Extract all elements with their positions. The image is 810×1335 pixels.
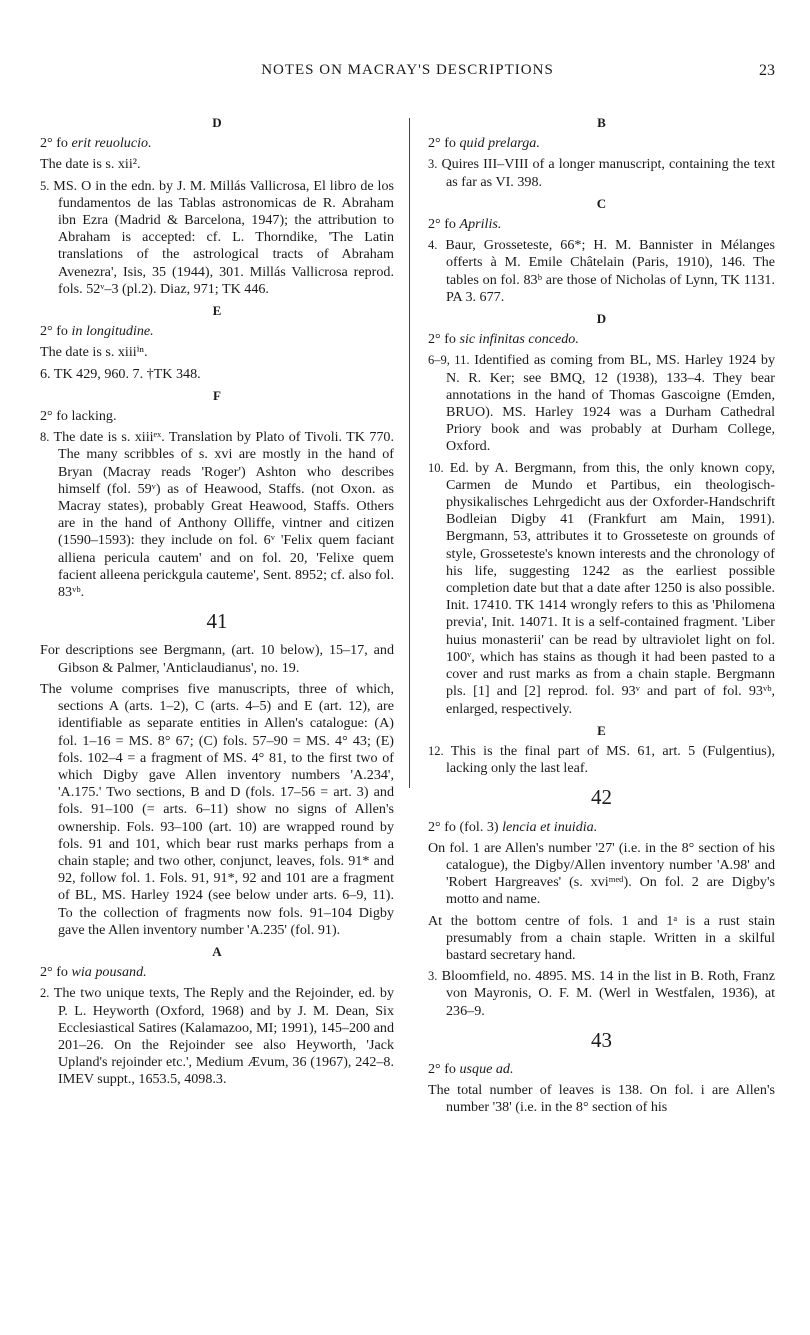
note-text: Baur, Grosseteste, 66*; H. M. Bannister in Mélanges offerts à M. Emile Châtelain (Paris, 1910), 146. The tables on fol. 83ᵇ are those of Nicholas of Lynn, TK 1131. PA 3. 677. <box>445 237 775 305</box>
note-5 <box>40 178 394 298</box>
note-10 <box>428 460 775 718</box>
second-folio-b <box>428 135 775 152</box>
second-folio-a <box>40 964 394 981</box>
fo-prefix: 2° fo (fol. 3) <box>428 818 503 835</box>
note-6-9-11 <box>428 352 775 455</box>
section-heading-d: D <box>212 115 222 130</box>
ms42-note-3 <box>428 968 775 1020</box>
date-note-e: The date is s. xiiiⁱⁿ. <box>40 344 148 361</box>
note-2 <box>40 985 394 1088</box>
note-number: 12. <box>428 743 444 758</box>
fo-prefix: 2° fo <box>428 331 460 348</box>
note-8 <box>40 429 394 601</box>
note-text: Ed. by A. Bergmann, from this, the only known copy, Carmen de Mundo et Partibus, ein theologisch-physikalisches Lehrgedicht aus der Oxforder-Handschrift Bodleian Digby 41 (Frankfurt am Main, 1991). Bergmann, 53, attributes it to Grosseteste on grounds of style, Grosseteste's known interests and the chronology of his life, suggesting 1242 as the earliest possible completion date but that a date after 1250 is also possible. Init. 17410. TK 1414 wrongly refers to this as 'Philomena previa', Init. 14071. It is a self-contained fragment. 'Liber huius monasterii' can be read by ultraviolet light on fol. 100ᵛ, which has stains as though it had been pasted to a cover and rust marks as from a chain staple. Bergmann pls. [1] and [2] reprod. fol. 93ᵛ and part of fol. 93ᵛᵇ, enlarged, respectively. <box>446 459 776 717</box>
fo-incipit: quid prelarga. <box>459 135 540 152</box>
note-text: MS. O in the edn. by J. M. Millás Vallicrosa, El libro de los fundamentos de las Tablas astronomicas de R. Abraham ibn Ezra (Madrid & Barcelona, 1947); the attribution to Abraham is accepted: cf. L. Thorndike, 'The Latin translations of the astrological tracts of Abraham Avenezra', Isis, 35 (1944), 301. Millás Vallicrosa reprod. fols. 52ᵛ–3 (pl.2). Diaz, 971; TK 446. <box>53 177 394 297</box>
note-number: 5. <box>40 178 50 193</box>
fo-incipit: wia pousand. <box>71 964 147 981</box>
fo-prefix: 2° fo <box>428 135 460 152</box>
ms41-volume-note: The volume comprises five manuscripts, three of which, sections A (arts. 1–2), C (arts. 4–5) and E (art. 12), are identifiable as separate entities in Allen's catalogue: (A) fol. 1–16 = MS. 8° 67; (C) fols. 57–90 = MS. 4° 43; (E) fols. 102–4 = a fragment of MS. 4° 81, to the first two of which Digby gave Allen inventory numbers 'A.234', 'A.175.' Two sections, B and D (fols. 17–56 = art. 3) and fols. 91–100 (= arts. 6–11) show no signs of Allen's ownership. Fols. 93–100 (art. 10) are wrapped round by fols. 91 and 101, which bear rust marks perhaps from a chain staple; and two other, conjunct, leaves, fols. 91* and 92, follow fol. 1. Fols. 91, 91*, 92 and 101 are a fragment of BL, MS. Harley 1924 (see below under arts. 6–9, 11). To the collection of fragments now fols. 91–104 Digby gave the Allen inventory number 'A.235' (fol. 91). <box>40 680 394 938</box>
section-heading-b: B <box>597 115 606 130</box>
fo-incipit: usque ad. <box>459 1060 514 1077</box>
fo-incipit: sic infinitas concedo. <box>459 331 579 348</box>
fo-prefix: 2° fo <box>428 1060 460 1077</box>
note-6-7: 6. TK 429, 960. 7. †TK 348. <box>40 365 201 382</box>
ms42-provenance: On fol. 1 are Allen's number '27' (i.e. in the 8° section of his catalogue), the Digby/Allen inventory number 'A.98' and 'Robert Hargreaves' (s. xviᵐᵉᵈ). On fol. 2 are Digby's motto and name. <box>428 839 775 908</box>
note-12 <box>428 743 775 777</box>
second-folio-f: 2° fo lacking. <box>40 408 117 425</box>
left-column <box>40 110 394 1093</box>
running-title: NOTES ON MACRAY'S DESCRIPTIONS <box>261 62 554 78</box>
ms41-descriptions: For descriptions see Bergmann, (art. 10 below), 15–17, and Gibson & Palmer, 'Anticlaudianus', no. 19. <box>40 642 394 676</box>
page-number: 23 <box>759 62 775 79</box>
note-text: The two unique texts, The Reply and the Rejoinder, ed. by P. L. Heyworth (Oxford, 1968) and by J. M. Dean, Six Ecclesiastical Satires (Kalamazoo, MI; 1991), 145–200 and 201–26. On the Rejoinder see also Heyworth, 'Jack Upland's rejoinder etc.', Medium Ævum, 36 (1967), 242–8. IMEV suppt., 1653.5, 4098.3. <box>53 985 394 1088</box>
manuscript-heading-43: 43 <box>591 1027 612 1052</box>
fo-prefix: 2° fo <box>40 135 72 152</box>
section-heading-a: A <box>212 943 222 959</box>
ms43-leaves-note: The total number of leaves is 138. On fol. i are Allen's number '38' (i.e. in the 8° section of his <box>428 1082 775 1116</box>
note-number: 4. <box>428 238 438 253</box>
fo-incipit: Aprilis. <box>459 216 502 233</box>
note-number: 6–9, 11. <box>428 353 470 368</box>
second-folio-43 <box>428 1061 775 1078</box>
fo-prefix: 2° fo <box>428 216 460 233</box>
note-text: Bloomfield, no. 4895. MS. 14 in the list in B. Roth, Franz von Mayronis, O. F. M. (Werl in Westfalen, 1936), at 236–9. <box>441 968 775 1019</box>
fo-incipit: lencia et inuidia. <box>502 818 598 835</box>
fo-incipit: erit reuolucio. <box>71 135 152 152</box>
section-heading-d-right: D <box>596 311 607 327</box>
second-folio-c <box>428 216 775 233</box>
note-number: 3. <box>428 157 438 172</box>
second-folio-42 <box>428 819 775 836</box>
ms42-rust-stain: At the bottom centre of fols. 1 and 1ᵃ is a rust stain presumably from a chain staple. Written in a skilful bastard secretary hand. <box>428 912 775 963</box>
manuscript-heading-41: 41 <box>206 609 228 634</box>
note-number: 2. <box>40 986 50 1001</box>
running-header <box>40 62 775 86</box>
note-number: 3. <box>428 969 438 984</box>
date-note-d: The date is s. xii². <box>40 156 141 173</box>
fo-prefix: 2° fo <box>40 964 72 981</box>
note-4 <box>428 237 775 306</box>
second-folio-d-right <box>428 331 775 348</box>
section-heading-e: E <box>212 303 222 319</box>
note-text: Quires III–VIII of a longer manuscript, containing the text as far as VI. 398. <box>441 156 775 190</box>
note-text: The date is s. xiiiᵉˣ. Translation by Plato of Tivoli. TK 770. The many scribbles of s. xvi are mostly in the hand of Bryan (Macray reads 'Roger') Ashton who describes himself (fol. 59ᵛ) as of Heawood, Staffs. (not Oxon. as Macray states), probably Great Heawood, Staffs. Others are in the hand of Anthony Olliffe, vintner and citizen (1590–1593): they include on fol. 6ᵛ 'Felix quem faciant alliena pericula cautem' and on fol. 20, 'Felixe quem facient alleena perickgula cauteme', Sent. 8952; cf. also fol. 83ᵛᵇ. <box>53 429 394 601</box>
note-number: 10. <box>428 460 444 475</box>
note-text: Identified as coming from BL, MS. Harley 1924 by N. R. Ker; see BMQ, 12 (1938), 133–4. They bear annotations in the hand of Thomas Gascoigne (Emden, BRUO). MS. Harley 1924 was a Durham Cathedral Priory book and was probably at Durham College, Oxford. <box>446 352 775 455</box>
column-divider <box>409 118 410 788</box>
note-text: This is the final part of MS. 61, art. 5 (Fulgentius), lacking only the last leaf. <box>446 742 775 777</box>
section-heading-c: C <box>596 195 607 211</box>
second-folio-e <box>40 323 394 340</box>
fo-incipit: in longitudine. <box>71 323 154 340</box>
section-heading-f: F <box>213 387 221 403</box>
manuscript-heading-42: 42 <box>591 785 612 810</box>
second-folio-d <box>40 135 394 152</box>
note-number: 8. <box>40 430 50 445</box>
fo-prefix: 2° fo <box>40 323 72 340</box>
section-heading-e-right: E <box>597 722 606 738</box>
right-column <box>428 110 775 1121</box>
note-3 <box>428 156 775 190</box>
